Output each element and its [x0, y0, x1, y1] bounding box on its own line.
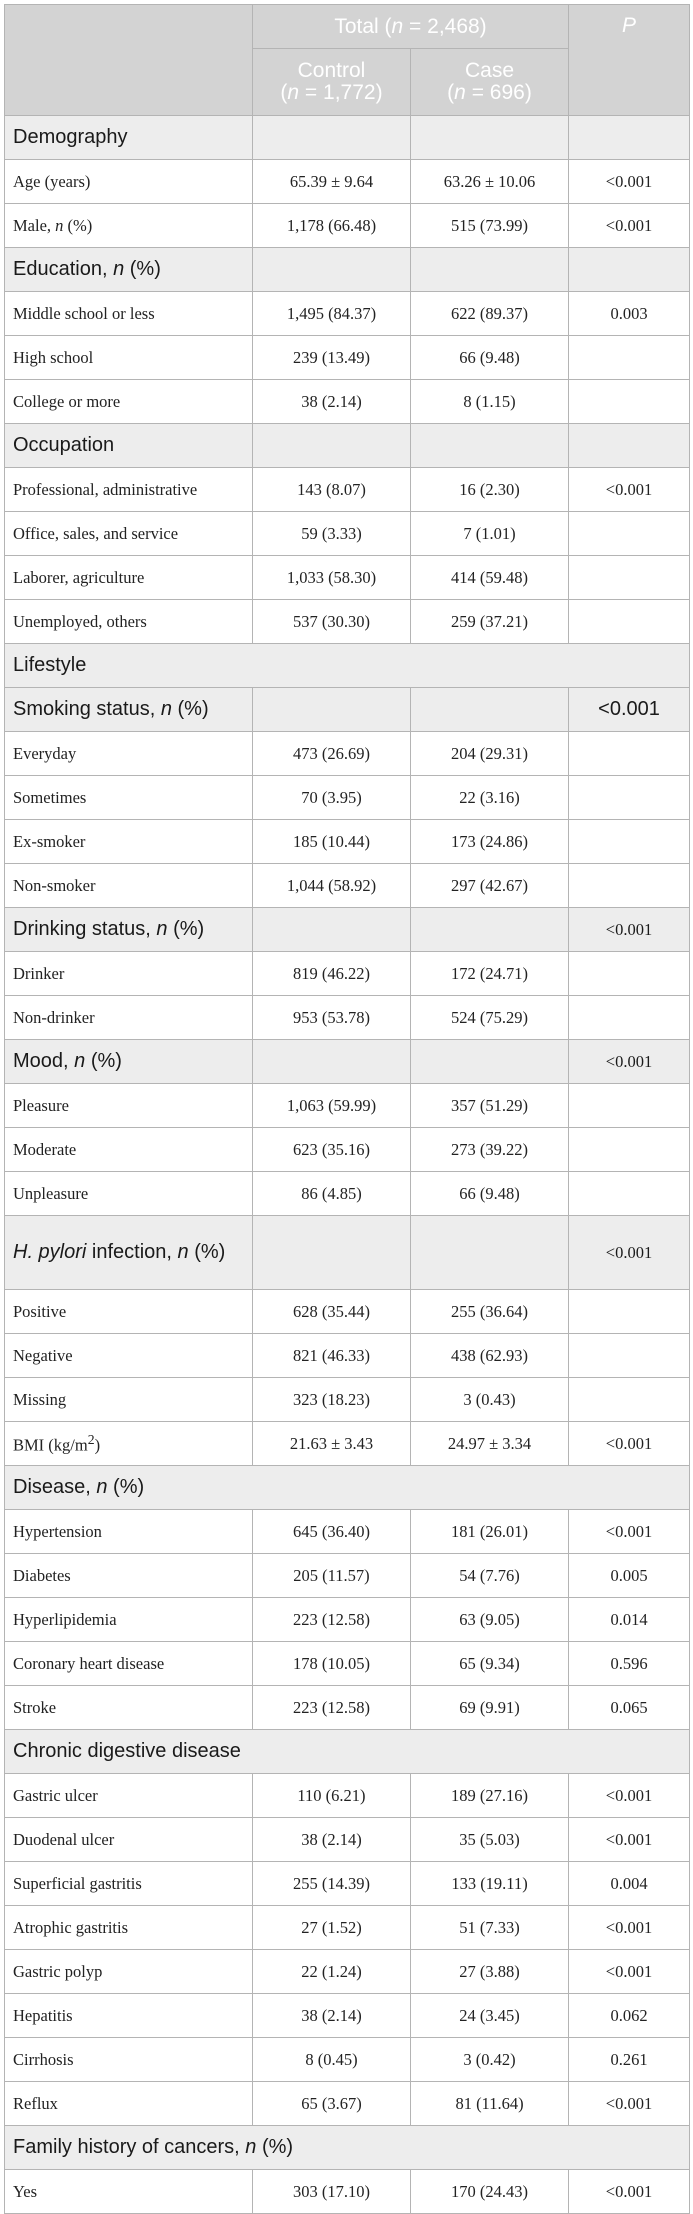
case-cell: 35 (5.03) [411, 1818, 569, 1862]
control-cell: 303 (17.10) [253, 2170, 411, 2214]
p-value-cell [569, 1084, 690, 1128]
row-label: Gastric polyp [5, 1950, 253, 1994]
table-row [5, 556, 690, 600]
table-row [5, 2038, 690, 2082]
case-cell [411, 908, 569, 952]
case-cell: 63.26 ± 10.06 [411, 160, 569, 204]
p-value-cell [569, 556, 690, 600]
control-cell [253, 688, 411, 732]
control-cell: 38 (2.14) [253, 1994, 411, 2038]
section-label: Disease, n (%) [5, 1466, 690, 1510]
control-cell: 1,495 (84.37) [253, 292, 411, 336]
control-cell: 1,044 (58.92) [253, 864, 411, 908]
control-cell: 239 (13.49) [253, 336, 411, 380]
p-value-cell [569, 380, 690, 424]
table-row [5, 1334, 690, 1378]
table-row [5, 1774, 690, 1818]
table-row [5, 1378, 690, 1422]
table-row [5, 996, 690, 1040]
case-cell: 259 (37.21) [411, 600, 569, 644]
row-label: Atrophic gastritis [5, 1906, 253, 1950]
control-cell: 86 (4.85) [253, 1172, 411, 1216]
control-cell: 178 (10.05) [253, 1642, 411, 1686]
row-label: Negative [5, 1334, 253, 1378]
row-label: Male, n (%) [5, 204, 253, 248]
table-row [5, 1510, 690, 1554]
control-cell: 1,033 (58.30) [253, 556, 411, 600]
case-cell: 173 (24.86) [411, 820, 569, 864]
control-header: Control (n = 1,772) [253, 49, 411, 116]
p-value-cell [569, 1128, 690, 1172]
p-value-cell: <0.001 [569, 1906, 690, 1950]
p-value-cell: 0.065 [569, 1686, 690, 1730]
row-label: Hyperlipidemia [5, 1598, 253, 1642]
table-row [5, 1818, 690, 1862]
control-cell: 38 (2.14) [253, 380, 411, 424]
control-cell: 65 (3.67) [253, 2082, 411, 2126]
row-label: Professional, administrative [5, 468, 253, 512]
p-value-cell [569, 732, 690, 776]
row-label: High school [5, 336, 253, 380]
control-cell: 143 (8.07) [253, 468, 411, 512]
case-cell: 65 (9.34) [411, 1642, 569, 1686]
table-row [5, 600, 690, 644]
control-cell: 255 (14.39) [253, 1862, 411, 1906]
table-row [5, 2082, 690, 2126]
p-value-cell [569, 248, 690, 292]
section-label: H. pylori infection, n (%) [5, 1216, 253, 1290]
case-cell: 24.97 ± 3.34 [411, 1422, 569, 1466]
p-value-header: P [569, 5, 690, 116]
p-value-cell: 0.062 [569, 1994, 690, 2038]
p-value-cell: 0.014 [569, 1598, 690, 1642]
row-label: Drinker [5, 952, 253, 996]
p-value-cell: <0.001 [569, 2170, 690, 2214]
case-cell: 66 (9.48) [411, 336, 569, 380]
table-row [5, 1172, 690, 1216]
control-cell: 1,178 (66.48) [253, 204, 411, 248]
header-row-1 [5, 5, 690, 49]
row-label: Age (years) [5, 160, 253, 204]
p-value-cell: <0.001 [569, 1950, 690, 1994]
case-cell: 414 (59.48) [411, 556, 569, 600]
p-value-cell [569, 1172, 690, 1216]
case-cell: 8 (1.15) [411, 380, 569, 424]
p-value-cell: <0.001 [569, 1422, 690, 1466]
case-cell: 255 (36.64) [411, 1290, 569, 1334]
p-value-cell: 0.003 [569, 292, 690, 336]
control-cell: 65.39 ± 9.64 [253, 160, 411, 204]
p-value-cell: <0.001 [569, 204, 690, 248]
section-row [5, 1216, 690, 1290]
p-value-cell [569, 424, 690, 468]
row-label: Moderate [5, 1128, 253, 1172]
case-cell: 27 (3.88) [411, 1950, 569, 1994]
table-row [5, 1642, 690, 1686]
control-cell: 537 (30.30) [253, 600, 411, 644]
p-value-cell [569, 776, 690, 820]
case-cell [411, 688, 569, 732]
section-label: Mood, n (%) [5, 1040, 253, 1084]
row-label: Non-smoker [5, 864, 253, 908]
row-label: Stroke [5, 1686, 253, 1730]
row-label: Everyday [5, 732, 253, 776]
row-label: Missing [5, 1378, 253, 1422]
row-label: Diabetes [5, 1554, 253, 1598]
case-cell [411, 424, 569, 468]
case-cell: 7 (1.01) [411, 512, 569, 556]
table-row [5, 776, 690, 820]
control-cell [253, 908, 411, 952]
table-body [5, 116, 690, 2214]
row-label: Pleasure [5, 1084, 253, 1128]
p-value-cell [569, 116, 690, 160]
table-row [5, 820, 690, 864]
case-cell: 133 (19.11) [411, 1862, 569, 1906]
case-cell [411, 1216, 569, 1290]
case-cell: 170 (24.43) [411, 2170, 569, 2214]
table-row [5, 1686, 690, 1730]
p-value-cell: <0.001 [569, 1774, 690, 1818]
row-label: Sometimes [5, 776, 253, 820]
control-cell [253, 1216, 411, 1290]
table-row [5, 1290, 690, 1334]
control-cell: 473 (26.69) [253, 732, 411, 776]
case-cell: 3 (0.42) [411, 2038, 569, 2082]
case-cell: 3 (0.43) [411, 1378, 569, 1422]
case-cell: 81 (11.64) [411, 2082, 569, 2126]
control-cell: 821 (46.33) [253, 1334, 411, 1378]
section-row [5, 908, 690, 952]
table-row [5, 1906, 690, 1950]
p-value-cell [569, 996, 690, 1040]
row-label: Hepatitis [5, 1994, 253, 2038]
p-value-cell: 0.596 [569, 1642, 690, 1686]
case-cell: 297 (42.67) [411, 864, 569, 908]
case-cell: 622 (89.37) [411, 292, 569, 336]
case-cell: 204 (29.31) [411, 732, 569, 776]
section-label: Family history of cancers, n (%) [5, 2126, 690, 2170]
case-cell [411, 1040, 569, 1084]
p-value-cell: <0.001 [569, 468, 690, 512]
table-row [5, 1598, 690, 1642]
control-cell: 819 (46.22) [253, 952, 411, 996]
table-row [5, 1422, 690, 1466]
row-label: Non-drinker [5, 996, 253, 1040]
total-header: Total (n = 2,468) [253, 5, 569, 49]
p-value-cell: <0.001 [569, 1510, 690, 1554]
p-value-cell [569, 600, 690, 644]
section-label: Education, n (%) [5, 248, 253, 292]
table-row [5, 1994, 690, 2038]
table-row [5, 380, 690, 424]
p-value-cell [569, 864, 690, 908]
case-cell: 357 (51.29) [411, 1084, 569, 1128]
control-cell: 623 (35.16) [253, 1128, 411, 1172]
row-label: Unemployed, others [5, 600, 253, 644]
table-row [5, 1950, 690, 1994]
row-label: Hypertension [5, 1510, 253, 1554]
table-row [5, 1084, 690, 1128]
section-row [5, 2126, 690, 2170]
case-cell: 515 (73.99) [411, 204, 569, 248]
table-row [5, 204, 690, 248]
control-cell [253, 248, 411, 292]
control-cell: 22 (1.24) [253, 1950, 411, 1994]
section-row [5, 644, 690, 688]
control-cell: 628 (35.44) [253, 1290, 411, 1334]
table-row [5, 512, 690, 556]
control-cell: 323 (18.23) [253, 1378, 411, 1422]
control-cell: 8 (0.45) [253, 2038, 411, 2082]
p-value-cell [569, 512, 690, 556]
control-cell: 223 (12.58) [253, 1686, 411, 1730]
case-cell: 63 (9.05) [411, 1598, 569, 1642]
table-row [5, 1554, 690, 1598]
row-label: Ex-smoker [5, 820, 253, 864]
control-cell: 185 (10.44) [253, 820, 411, 864]
table-row [5, 952, 690, 996]
row-label: Reflux [5, 2082, 253, 2126]
control-cell: 27 (1.52) [253, 1906, 411, 1950]
section-label: Chronic digestive disease [5, 1730, 690, 1774]
table-row [5, 160, 690, 204]
section-row [5, 248, 690, 292]
row-label: Cirrhosis [5, 2038, 253, 2082]
case-cell: 189 (27.16) [411, 1774, 569, 1818]
p-value-cell: <0.001 [569, 1818, 690, 1862]
case-header: Case (n = 696) [411, 49, 569, 116]
row-label: Positive [5, 1290, 253, 1334]
table-row [5, 732, 690, 776]
p-value-cell [569, 952, 690, 996]
header-blank-cell [5, 5, 253, 116]
table-row [5, 336, 690, 380]
control-cell [253, 116, 411, 160]
control-cell [253, 424, 411, 468]
case-cell: 66 (9.48) [411, 1172, 569, 1216]
case-cell: 16 (2.30) [411, 468, 569, 512]
row-label: Superficial gastritis [5, 1862, 253, 1906]
p-value-cell [569, 1290, 690, 1334]
table-row [5, 468, 690, 512]
case-cell [411, 248, 569, 292]
row-label: Coronary heart disease [5, 1642, 253, 1686]
p-value-cell: <0.001 [569, 160, 690, 204]
row-label: Gastric ulcer [5, 1774, 253, 1818]
row-label: Laborer, agriculture [5, 556, 253, 600]
section-label: Drinking status, n (%) [5, 908, 253, 952]
p-value-cell: <0.001 [569, 688, 690, 732]
section-row [5, 424, 690, 468]
case-cell: 172 (24.71) [411, 952, 569, 996]
case-cell: 438 (62.93) [411, 1334, 569, 1378]
control-cell: 38 (2.14) [253, 1818, 411, 1862]
p-value-cell: <0.001 [569, 1040, 690, 1084]
table-row [5, 2170, 690, 2214]
table-row [5, 1862, 690, 1906]
p-value-cell [569, 820, 690, 864]
control-cell: 110 (6.21) [253, 1774, 411, 1818]
section-row [5, 1466, 690, 1510]
case-cell: 22 (3.16) [411, 776, 569, 820]
section-label: Smoking status, n (%) [5, 688, 253, 732]
table-row [5, 864, 690, 908]
control-cell [253, 1040, 411, 1084]
row-label: Middle school or less [5, 292, 253, 336]
control-cell: 645 (36.40) [253, 1510, 411, 1554]
row-label: Office, sales, and service [5, 512, 253, 556]
case-cell: 54 (7.76) [411, 1554, 569, 1598]
section-label: Occupation [5, 424, 253, 468]
p-value-cell [569, 1378, 690, 1422]
section-row [5, 1730, 690, 1774]
case-cell: 524 (75.29) [411, 996, 569, 1040]
row-label: Unpleasure [5, 1172, 253, 1216]
p-value-cell [569, 336, 690, 380]
control-cell: 59 (3.33) [253, 512, 411, 556]
p-value-cell: <0.001 [569, 2082, 690, 2126]
table-row [5, 292, 690, 336]
p-value-cell: 0.261 [569, 2038, 690, 2082]
section-row [5, 116, 690, 160]
p-value-cell: 0.005 [569, 1554, 690, 1598]
case-cell [411, 116, 569, 160]
row-label: Yes [5, 2170, 253, 2214]
case-cell: 181 (26.01) [411, 1510, 569, 1554]
table-row [5, 1128, 690, 1172]
control-cell: 223 (12.58) [253, 1598, 411, 1642]
p-value-cell: <0.001 [569, 1216, 690, 1290]
row-label: BMI $(kg/m^2)$ [5, 1422, 253, 1466]
section-label: Lifestyle [5, 644, 690, 688]
row-label: College or more [5, 380, 253, 424]
p-value-cell: <0.001 [569, 908, 690, 952]
case-cell: 69 (9.91) [411, 1686, 569, 1730]
p-value-cell: 0.004 [569, 1862, 690, 1906]
section-label: Demography [5, 116, 253, 160]
section-row [5, 688, 690, 732]
control-cell: 205 (11.57) [253, 1554, 411, 1598]
p-value-cell [569, 1334, 690, 1378]
row-label: Duodenal ulcer [5, 1818, 253, 1862]
baseline-characteristics-table [4, 4, 690, 2214]
control-cell: 70 (3.95) [253, 776, 411, 820]
section-row [5, 1040, 690, 1084]
control-cell: 953 (53.78) [253, 996, 411, 1040]
case-cell: 273 (39.22) [411, 1128, 569, 1172]
case-cell: 51 (7.33) [411, 1906, 569, 1950]
case-cell: 24 (3.45) [411, 1994, 569, 2038]
control-cell: 1,063 (59.99) [253, 1084, 411, 1128]
control-cell: 21.63 ± 3.43 [253, 1422, 411, 1466]
